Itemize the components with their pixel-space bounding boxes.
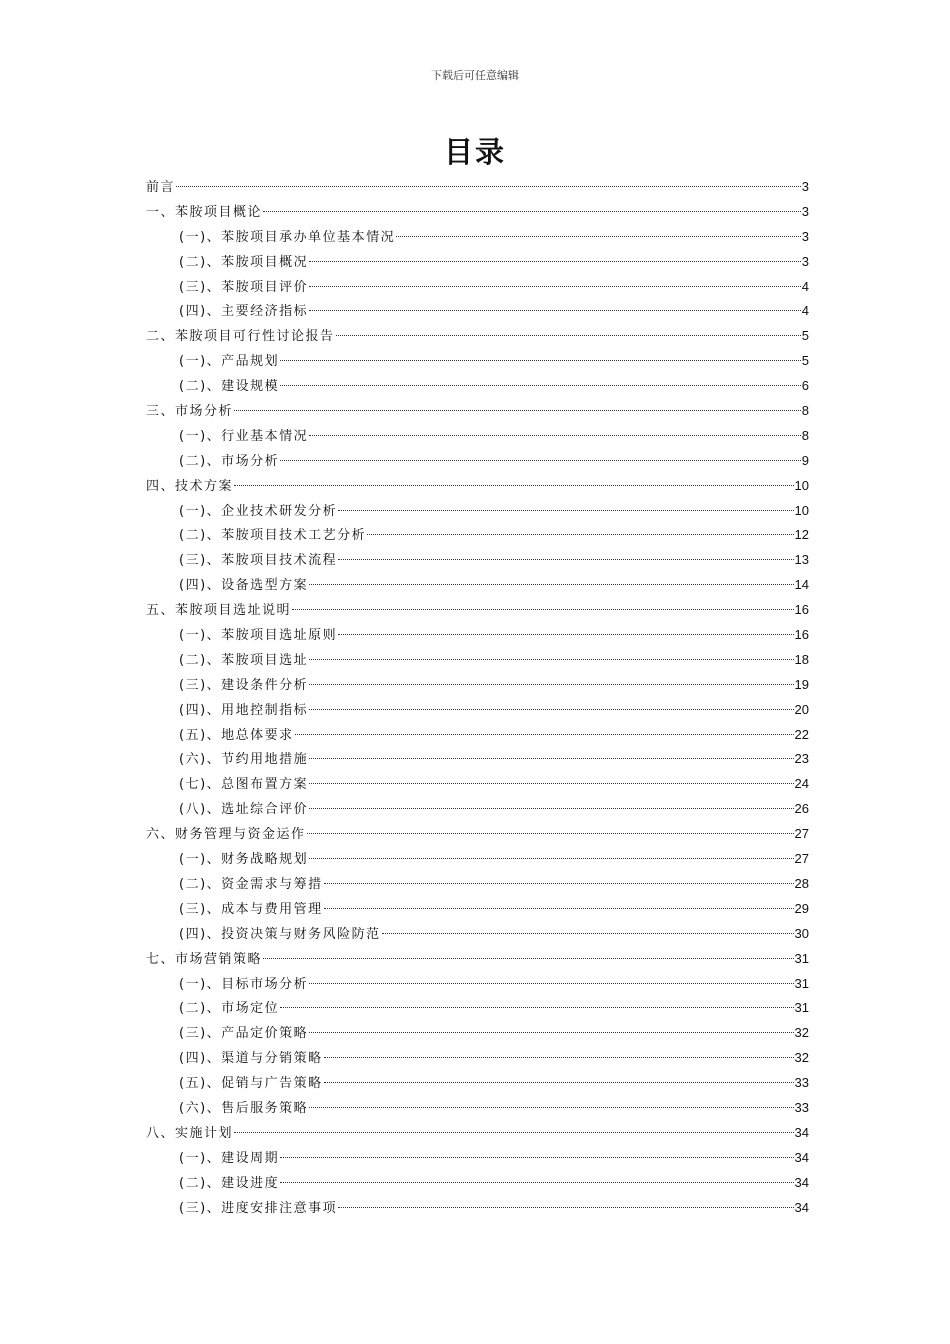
toc-entry-label: (六)、节约用地措施 [179, 752, 309, 768]
dot-leader [309, 758, 793, 759]
dot-leader [396, 236, 801, 237]
toc-entry-label: (一)、苯胺项目承办单位基本情况 [179, 229, 396, 245]
toc-entry-label: (一)、建设周期 [179, 1150, 280, 1166]
toc-entry-label: 三、市场分析 [146, 404, 234, 420]
toc-entry-label: (一)、财务战略规划 [179, 852, 309, 868]
toc-entry-page: 22 [794, 726, 809, 742]
toc-entry-label: (三)、产品定价策略 [179, 1026, 309, 1042]
toc-entry-label: (七)、总图布置方案 [179, 777, 309, 793]
toc-entry-label: (四)、投资决策与财务风险防范 [179, 926, 381, 942]
toc-entry-page: 10 [794, 502, 809, 518]
toc-entry-page: 34 [794, 1199, 809, 1215]
toc-entry[interactable] [146, 922, 809, 947]
toc-entry[interactable] [146, 324, 809, 349]
toc-entry[interactable] [146, 822, 809, 847]
toc-entry[interactable] [146, 772, 809, 797]
toc-entry[interactable] [146, 1071, 809, 1096]
toc-entry-page: 4 [801, 303, 809, 319]
toc-entry-page: 18 [794, 651, 809, 667]
dot-leader [309, 983, 793, 984]
dot-leader [309, 659, 793, 660]
toc-entry-page: 16 [794, 627, 809, 643]
toc-entry-label: (五)、促销与广告策略 [179, 1076, 323, 1092]
toc-entry[interactable] [146, 474, 809, 499]
toc-entry-label: (四)、渠道与分销策略 [179, 1051, 323, 1067]
toc-entry-page: 31 [794, 1000, 809, 1016]
toc-entry-page: 34 [794, 1174, 809, 1190]
toc-entry[interactable] [146, 648, 809, 673]
toc-entry[interactable] [146, 225, 809, 250]
dot-leader [280, 385, 801, 386]
dot-leader [324, 908, 794, 909]
toc-entry-page: 27 [794, 851, 809, 867]
dot-leader [338, 559, 793, 560]
dot-leader [367, 534, 793, 535]
toc-entry[interactable] [146, 1096, 809, 1121]
toc-entry-page: 4 [801, 278, 809, 294]
toc-entry-label: (四)、设备选型方案 [179, 578, 309, 594]
toc-entry-label: 五、苯胺项目选址说明 [146, 603, 292, 619]
toc-entry-page: 3 [801, 228, 809, 244]
toc-entry[interactable] [146, 1146, 809, 1171]
toc-entry-page: 8 [801, 403, 809, 419]
toc-entry[interactable] [146, 797, 809, 822]
dot-leader [307, 833, 794, 834]
toc-entry-label: 四、技术方案 [146, 478, 234, 494]
dot-leader [309, 858, 793, 859]
dot-leader [263, 211, 801, 212]
toc-entry-page: 31 [794, 975, 809, 991]
toc-entry-page: 3 [801, 179, 809, 194]
toc-entry-page: 5 [801, 328, 809, 344]
toc-entry-label: 六、财务管理与资金运作 [146, 827, 306, 843]
toc-entry-label: 一、苯胺项目概论 [146, 204, 263, 220]
toc-entry-page: 5 [801, 353, 809, 369]
toc-entry-label: (一)、产品规划 [179, 354, 280, 370]
dot-leader [309, 310, 801, 311]
toc-entry-page: 6 [801, 378, 809, 394]
toc-entry-label: (二)、市场分析 [179, 453, 280, 469]
toc-entry[interactable] [146, 349, 809, 374]
toc-entry-page: 20 [794, 701, 809, 717]
toc-entry-label: (四)、主要经济指标 [179, 304, 309, 320]
toc-entry-label: (二)、苯胺项目选址 [179, 652, 309, 668]
toc-entry[interactable] [146, 200, 809, 225]
toc-entry-label: (四)、用地控制指标 [179, 702, 309, 718]
toc-entry-page: 3 [801, 253, 809, 269]
toc-entry[interactable] [146, 747, 809, 772]
dot-leader [280, 460, 801, 461]
toc-entry[interactable] [146, 548, 809, 573]
toc-entry[interactable] [146, 847, 809, 872]
toc-entry[interactable] [146, 449, 809, 474]
dot-leader [176, 186, 801, 187]
toc-entry-page: 34 [794, 1124, 809, 1140]
toc-entry-label: (二)、市场定位 [179, 1001, 280, 1017]
toc-entry[interactable] [146, 499, 809, 524]
toc-entry[interactable] [146, 275, 809, 300]
dot-leader [263, 958, 794, 959]
toc-entry-page: 28 [794, 875, 809, 891]
toc-entry-label: (三)、成本与费用管理 [179, 901, 323, 917]
toc-entry-label: (一)、苯胺项目选址原则 [179, 628, 338, 644]
toc-entry[interactable] [146, 698, 809, 723]
toc-entry-label: (三)、苯胺项目技术流程 [179, 553, 338, 569]
toc-entry-page: 31 [794, 950, 809, 966]
toc-entry[interactable] [146, 723, 809, 748]
toc-entry-page: 3 [801, 203, 809, 219]
toc-entry[interactable] [146, 573, 809, 598]
dot-leader [309, 783, 793, 784]
toc-entry-page: 33 [794, 1075, 809, 1091]
toc-entry-page: 27 [794, 826, 809, 842]
toc-entry[interactable] [146, 996, 809, 1021]
toc-entry[interactable] [146, 299, 809, 324]
toc-entry-page: 32 [794, 1050, 809, 1066]
toc-entry-label: (一)、行业基本情况 [179, 428, 309, 444]
toc-entry-label: 二、苯胺项目可行性讨论报告 [146, 329, 335, 345]
toc-entry-page: 32 [794, 1025, 809, 1041]
toc-entry-page: 9 [801, 452, 809, 468]
dot-leader [295, 734, 794, 735]
toc-entry-label: (二)、建设进度 [179, 1175, 280, 1191]
dot-leader [309, 584, 793, 585]
dot-leader [309, 808, 793, 809]
toc-entry[interactable] [146, 972, 809, 997]
toc-entry-page: 13 [794, 552, 809, 568]
toc-entry-label: (六)、售后服务策略 [179, 1100, 309, 1116]
toc-entry[interactable] [146, 872, 809, 897]
dot-leader [324, 1057, 794, 1058]
toc-entry[interactable] [146, 399, 809, 424]
dot-leader [382, 933, 794, 934]
toc-entry-page: 14 [794, 577, 809, 593]
toc-entry-page: 30 [794, 925, 809, 941]
toc-entry-page: 16 [794, 602, 809, 618]
toc-entry-page: 26 [794, 801, 809, 817]
toc-entry-label: (二)、苯胺项目技术工艺分析 [179, 528, 367, 544]
page-title: 目录 [443, 135, 506, 169]
dot-leader [338, 634, 793, 635]
toc-entry-page: 23 [794, 751, 809, 767]
toc-entry[interactable] [146, 424, 809, 449]
toc-entry-page: 34 [794, 1149, 809, 1165]
toc-entry[interactable] [146, 947, 809, 972]
toc-entry-page: 12 [794, 527, 809, 543]
toc-entry-page: 29 [794, 900, 809, 916]
dot-leader [309, 684, 793, 685]
toc-entry-page: 33 [794, 1099, 809, 1115]
toc-entry[interactable] [146, 673, 809, 698]
toc-entry-label: 八、实施计划 [146, 1125, 234, 1141]
toc-entry-label: (二)、资金需求与筹措 [179, 876, 323, 892]
dot-leader [338, 510, 793, 511]
dot-leader [280, 1007, 793, 1008]
toc-entry-label: (八)、选址综合评价 [179, 802, 309, 818]
dot-leader [309, 261, 801, 262]
toc-entry-label: (三)、苯胺项目评价 [179, 279, 309, 295]
dot-leader [324, 1082, 794, 1083]
dot-leader [309, 435, 801, 436]
toc-entry[interactable] [146, 623, 809, 648]
toc-entry-page: 24 [794, 776, 809, 792]
dot-leader [309, 709, 793, 710]
dot-leader [234, 410, 801, 411]
header-note: 下载后可任意编辑 [431, 69, 519, 82]
dot-leader [280, 360, 801, 361]
toc-entry[interactable] [146, 374, 809, 399]
dot-leader [280, 1182, 793, 1183]
toc-entry-page: 8 [801, 427, 809, 443]
dot-leader [309, 1107, 793, 1108]
dot-leader [324, 883, 794, 884]
toc-entry-label: 前言 [146, 180, 176, 195]
toc-entry-label: (一)、目标市场分析 [179, 976, 309, 992]
toc-entry[interactable] [146, 1046, 809, 1071]
toc-entry[interactable] [146, 897, 809, 922]
toc-entry-label: 七、市场营销策略 [146, 951, 263, 967]
toc-entry-page: 19 [794, 676, 809, 692]
dot-leader [292, 609, 794, 610]
dot-leader [338, 1207, 793, 1208]
toc-entry-label: (三)、进度安排注意事项 [179, 1200, 338, 1216]
toc-entry[interactable] [146, 1171, 809, 1196]
toc-entry-page: 10 [794, 477, 809, 493]
dot-leader [309, 1032, 793, 1033]
table-of-contents [146, 175, 809, 1220]
toc-entry-label: (三)、建设条件分析 [179, 677, 309, 693]
dot-leader [280, 1157, 793, 1158]
dot-leader [234, 485, 794, 486]
dot-leader [234, 1132, 794, 1133]
toc-entry[interactable] [146, 598, 809, 623]
toc-entry-label: (二)、苯胺项目概况 [179, 254, 309, 270]
toc-entry[interactable] [146, 523, 809, 548]
toc-entry-label: (五)、地总体要求 [179, 727, 294, 743]
toc-entry[interactable] [146, 250, 809, 275]
toc-entry-label: (一)、企业技术研发分析 [179, 503, 338, 519]
toc-entry[interactable] [146, 1196, 809, 1221]
dot-leader [336, 335, 801, 336]
toc-entry[interactable] [146, 1121, 809, 1146]
toc-entry[interactable] [146, 175, 809, 200]
toc-entry[interactable] [146, 1021, 809, 1046]
toc-entry-label: (二)、建设规模 [179, 379, 280, 395]
dot-leader [309, 286, 801, 287]
